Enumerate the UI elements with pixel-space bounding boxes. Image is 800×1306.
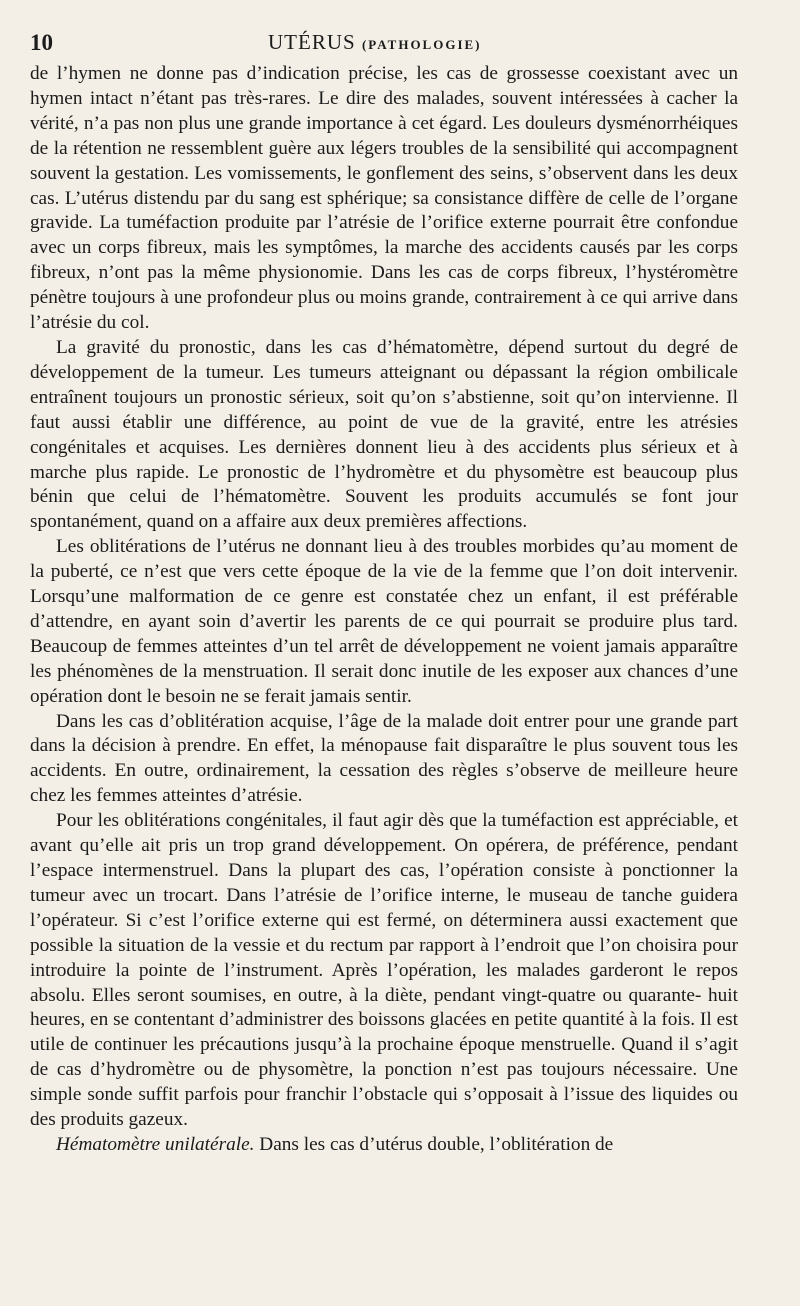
paragraph-obliteration-acquise: Dans les cas d’oblitération acquise, l’âge de la malade doit entrer pour une grande part dans la décision à prendre. En effet, la ménopause fait disparaître le plus souvent tous les accidents. En outre, ordinairement, la cessation des règles s’observe de meilleure heure chez les femmes atteintes d’atrésie. bbox=[30, 710, 738, 807]
paragraph-obliterations-congenitales: Pour les oblitérations congénitales, il faut agir dès que la tuméfaction est appréciable, et avant qu’elle ait pris un trop grand développement. On opérera, de préférence, pendant l’espace intermenstruel. Dans la plupart des cas, l’opération consiste à ponctionner la tumeur avec un trocart. Dans l’atrésie de l’orifice interne, le museau de tanche guidera l’opérateur. Si c’est l’orifice externe qui est fermé, on déterminera aussi exactement que possible la situation de la vessie et du rectum par rapport à l’endroit que l’on choisira pour introduire la pointe de l’instrument. Après l’opération, les malades garderont le repos absolu. Elles seront soumises, en outre, à la diète, pendant vingt-quatre ou quarante- huit heures, en se contentant d’administrer des boissons glacées en petite quantité à la fois. Il est utile de continuer les précautions jusqu’à la prochaine époque menstruelle. Quand il s’agit de cas d’hydromètre ou de physomètre, la ponction n’est pas toujours nécessaire. Une simple sonde suffit parfois pour franchir l’obstacle qui s’opposait à l’issue des liquides ou des produits gazeux. bbox=[30, 810, 738, 1131]
running-head-title: UTÉRUS bbox=[268, 30, 356, 54]
section-lead-italic: Hématomètre unilatérale. bbox=[56, 1133, 255, 1155]
paragraph-continuation: de l’hymen ne donne pas d’indication précise, les cas de grossesse coexistant avec un hymen intact n’étant pas très-rares. Le dire des malades, souvent intéressées à cacher la vérité, n’a pas non plus une grande importance à cet égard. Les douleurs dysménorrhéiques de la rétention ne ressemblent guère aux légers troubles de la sensibilité qui accompagnent souvent la gestation. Les vomissements, le gonflement des seins, s’observent dans les deux cas. L’utérus distendu par du sang est sphérique; sa consistance diffère de celle de l’organe gravide. La tuméfaction produite par l’atrésie de l’orifice externe pourrait être confondue avec un corps fibreux, mais les symptômes, la marche des accidents causés par les corps fibreux, n’ont pas la même physionomie. Dans les cas de corps fibreux, l’hystéromètre pénètre toujours à une profondeur plus ou moins grande, contrairement à ce qui arrive dans l’atrésie du col. bbox=[30, 63, 738, 334]
page-header bbox=[30, 30, 738, 62]
paragraph-pronostic: La gravité du pronostic, dans les cas d’hématomètre, dépend surtout du degré de développement de la tumeur. Les tumeurs atteignant ou dépassant la région ombilicale entraînent toujours un pronostic sérieux, soit qu’on s’abstienne, soit qu’on intervienne. Il faut aussi établir une différence, au point de vue de la gravité, entre les atrésies congénitales et acquises. Les dernières donnent lieu à des accidents plus sérieux et à marche plus rapide. Le pronostic de l’hydromètre et du physomètre est beaucoup plus bénin que celui de l’hématomètre. Souvent les produits accumulés se font jour spontanément, quand on a affaire aux deux premières affections. bbox=[30, 336, 738, 533]
page-number: 10 bbox=[30, 30, 53, 55]
paragraph-obliterations-puberte: Les oblitérations de l’utérus ne donnant lieu à des troubles morbides qu’au moment de la puberté, ce n’est que vers cette époque de la vie de la femme que l’on doit intervenir. Lorsqu’une malformation de ce genre est constatée chez un enfant, il est préférable d’attendre, en ayant soin d’avertir les parents de ce qui pourrait se produire plus tard. Beaucoup de femmes atteintes d’un tel arrêt de développement ne voient jamais apparaître les phénomènes de la menstruation. Il serait donc inutile de les exposer aux chances d’une opération dont le besoin ne se ferait jamais sentir. bbox=[30, 536, 738, 707]
section-text: Dans les cas d’utérus double, l’oblitération de bbox=[254, 1133, 614, 1155]
paragraph-hematometre-unilaterale bbox=[30, 1133, 738, 1158]
running-head-subtitle: (PATHOLOGIE) bbox=[361, 37, 482, 52]
running-head bbox=[268, 30, 482, 55]
